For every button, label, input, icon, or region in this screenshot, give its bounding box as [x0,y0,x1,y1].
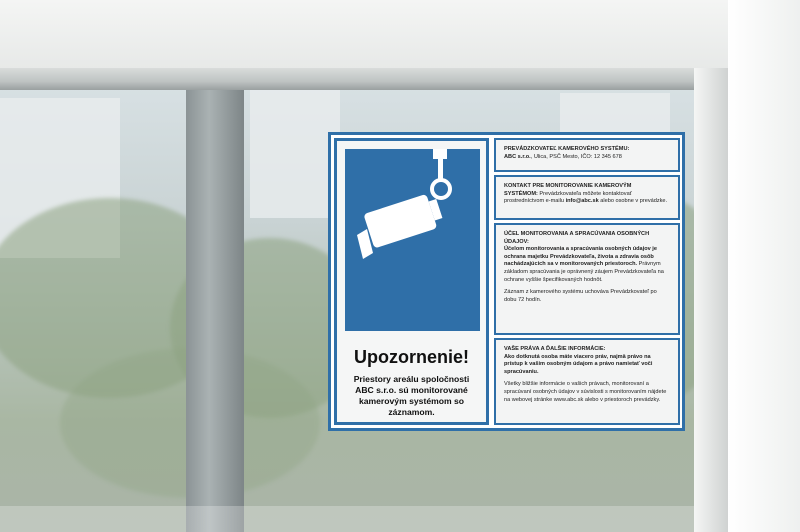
camera-pictogram [345,149,480,331]
window-frame-top [0,68,800,90]
subtitle-line: ABC s.r.o. sú monitorované [355,385,468,395]
section-heading-cont: SYSTÉMOM: [504,190,538,197]
operator-section [494,138,680,172]
section-heading: ÚČEL MONITOROVANIA A SPRACÚVANIA OSOBNÝCH ÚDAJOV: [504,231,650,245]
window-frame-right [728,0,800,532]
purpose-bold-text: Účelom monitorovania a spracúvania osobných údajov je ochrana majetku Prevádzkovateľa, života a zdravia osôb nachádzajúcich sa v monitorovaných priestoroch. [504,246,657,268]
rights-section [494,338,680,425]
subtitle-line: kamerovým systémom so [358,396,465,406]
cctv-camera-icon [345,149,480,331]
section-heading: VAŠE PRÁVA A ĎALŠIE INFORMÁCIE: [504,346,606,352]
contact-text: Prevádzkovateľa môžete kontaktovať prostredníctvom e-mailu [504,190,632,205]
contact-email: info@abc.sk [565,198,599,205]
purpose-text: Právnym základom spracúvania je oprávnený záujem Prevádzkovateľa na ochrane vyššie špecifikovaných hodnôt. [504,261,664,283]
window-post [186,88,244,532]
wall [0,0,800,74]
info-panel [494,138,680,425]
operator-name: ABC s.r.o. [504,153,531,160]
subtitle-line: záznamom. [388,407,435,417]
purpose-section [494,223,680,335]
warning-panel [334,138,489,425]
rights-bold-text: Ako dotknutá osoba máte viacero práv, najmä právo na prístup k vašim osobným údajom a právo namietať voči spracúvaniu. [504,353,653,375]
operator-address: , Ulica, PSČ Mesto, IČO: 12 345 678 [530,153,622,160]
background-building [250,88,340,218]
cctv-warning-sign [328,132,685,431]
contact-text-end: alebo osobne v prevádzke. [598,198,668,205]
contact-section [494,175,680,220]
retention-text: Záznam z kamerového systému uchováva Prevádzkovateľ po dobu 72 hodín. [504,289,657,303]
more-info-text: Všetky bližšie informácie o vašich právach, monitorovaní a spracúvaní osobných údajov v súvislosti s monitorovaním nájdete na webovej stránke www.abc.sk alebo v priestoroch prevádzky. [504,381,667,403]
section-heading: KONTAKT PRE MONITOROVANIE KAMEROVÝM [504,183,632,189]
subtitle-line: Priestory areálu spoločnosti [353,374,470,384]
section-heading: PREVÁDZKOVATEĽ KAMEROVÉHO SYSTÉMU: [504,146,630,152]
window-sill [0,506,694,532]
warning-title: Upozornenie! [354,347,469,367]
warning-subtitle [343,374,480,418]
window-mullion [694,68,728,532]
